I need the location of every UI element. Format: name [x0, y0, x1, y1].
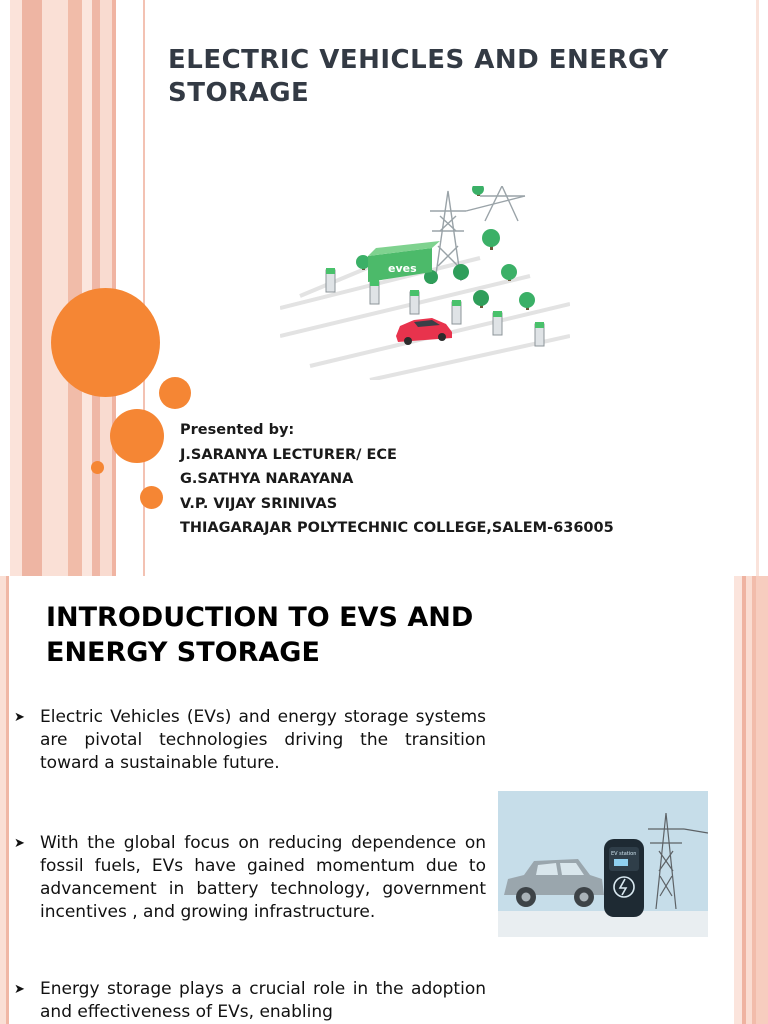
- bullet-item: [14, 706, 486, 775]
- decorative-stripe: [82, 0, 92, 576]
- bullet-text: Electric Vehicles (EVs) and energy storage systems are pivotal technologies driving the transition toward a sustainable future.: [40, 707, 486, 773]
- presenter-line: V.P. VIJAY SRINIVAS: [180, 495, 338, 512]
- decorative-stripe: [68, 0, 82, 576]
- slide-title: INTRODUCTION TO EVS AND ENERGY STORAGE: [46, 602, 474, 668]
- decorative-circle: [110, 409, 164, 463]
- arrow-bullet-icon: ➤: [14, 836, 25, 851]
- charging-station-icon: [604, 839, 644, 917]
- decorative-stripe: [734, 576, 742, 1024]
- presented-by-label: Presented by:: [180, 422, 295, 438]
- decorative-stripe: [42, 0, 68, 576]
- decorative-circle: [91, 461, 104, 474]
- bus-sign-text: eves: [388, 262, 417, 275]
- decorative-line: [756, 0, 759, 576]
- decorative-circle: [140, 486, 163, 509]
- institution-line: THIAGARAJAR POLYTECHNIC COLLEGE,SALEM-636005: [180, 520, 614, 536]
- decorative-circle: [51, 288, 160, 397]
- arrow-bullet-icon: ➤: [14, 710, 25, 725]
- decorative-circle: [159, 377, 191, 409]
- intro-slide: [0, 576, 768, 1024]
- slide-title: ELECTRIC VEHICLES AND ENERGY STORAGE: [168, 45, 669, 108]
- arrow-bullet-icon: ➤: [14, 982, 25, 997]
- ev-charging-photo: [498, 791, 708, 937]
- decorative-stripe: [756, 576, 768, 1024]
- decorative-stripe: [6, 576, 9, 1024]
- bullet-text: With the global focus on reducing dependence on fossil fuels, EVs have gained momentum due to advancement in battery technology, government incentives , and growing infrastructure.: [40, 833, 486, 922]
- decorative-stripe: [22, 0, 42, 576]
- ev-charging-illustration: [280, 186, 570, 380]
- charger-screen-text: EV station: [611, 851, 637, 857]
- presenters-block: [180, 418, 614, 541]
- presenter-line: J.SARANYA LECTURER/ ECE: [180, 446, 397, 463]
- bullet-item: [14, 832, 486, 924]
- bullet-item: [14, 978, 486, 1024]
- decorative-stripe: [10, 0, 22, 576]
- presenter-line: G.SATHYA NARAYANA: [180, 471, 354, 487]
- bullet-text: Energy storage plays a crucial role in the adoption and effectiveness of EVs, enabling: [40, 979, 486, 1022]
